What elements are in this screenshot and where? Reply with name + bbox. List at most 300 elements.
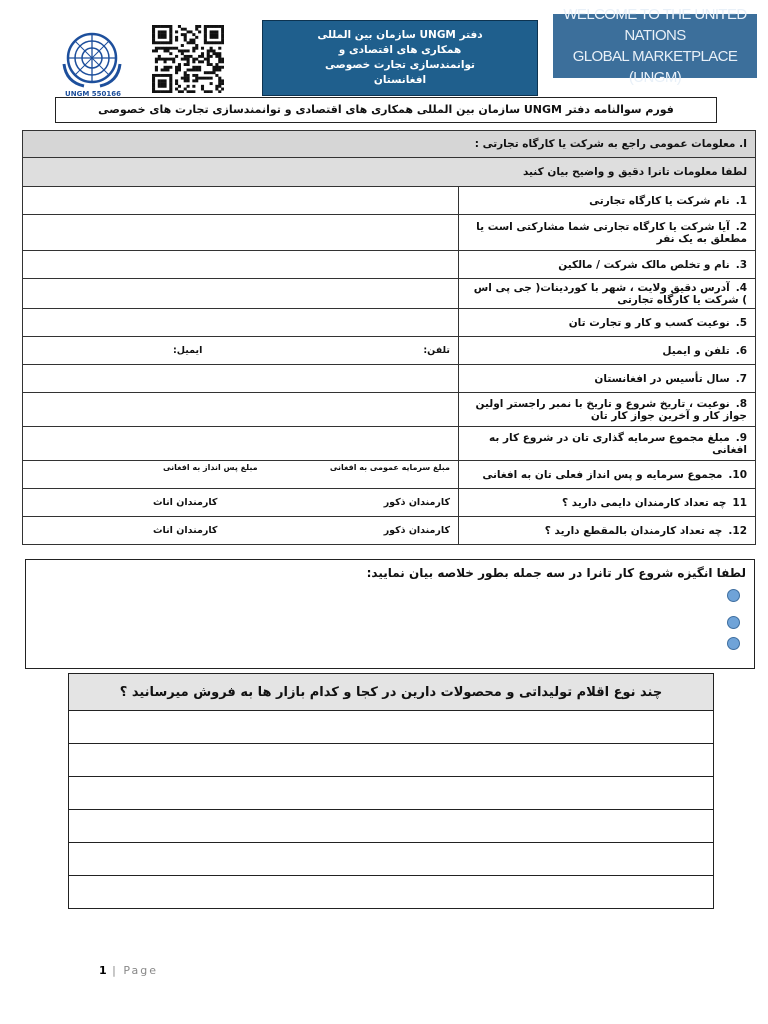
qr-module [152, 82, 155, 85]
qr-module [169, 82, 172, 85]
title-line-1: دفتر UNGM سازمان بین المللی [317, 29, 483, 41]
qr-module [192, 74, 195, 77]
question-row [23, 251, 756, 279]
female-staff-label: کارمندان اناث [153, 497, 218, 508]
qr-module [152, 36, 155, 39]
qr-module [221, 58, 224, 61]
qr-module [204, 77, 207, 80]
qr-module [164, 58, 167, 61]
qr-module [210, 33, 213, 36]
qr-module [164, 41, 167, 44]
qr-module [201, 55, 204, 58]
qr-module [207, 63, 210, 66]
question-text: نوعیت ، تاریخ شروع و تاریخ با نمبر راجستر اولین جواز کار و آخرین جواز کار تان [475, 397, 748, 422]
qr-module [175, 47, 178, 50]
qr-module [207, 60, 210, 63]
qr-module [210, 82, 213, 85]
qr-module [210, 55, 213, 58]
qr-module [192, 60, 195, 63]
products-answer-cell[interactable] [69, 810, 714, 843]
qr-module [212, 41, 215, 44]
qr-module [161, 69, 164, 72]
qr-module [175, 39, 178, 42]
answer-cell[interactable] [23, 461, 459, 489]
qr-module [210, 25, 213, 28]
question-cell [459, 393, 756, 427]
products-answer-cell[interactable] [69, 744, 714, 777]
qr-module [207, 90, 210, 93]
qr-module [195, 28, 198, 31]
answer-cell[interactable] [23, 251, 459, 279]
question-number: 11 [732, 496, 748, 509]
qr-module [152, 39, 155, 42]
qr-module [169, 88, 172, 91]
qr-module [187, 58, 190, 61]
qr-module [152, 77, 155, 80]
qr-module [152, 28, 155, 31]
qr-module [210, 90, 213, 93]
qr-code [152, 25, 224, 93]
office-title-box [262, 20, 538, 96]
qr-module [187, 30, 190, 33]
qr-module [158, 47, 161, 50]
answer-cell[interactable] [23, 427, 459, 461]
qr-module [198, 69, 201, 72]
qr-module [175, 55, 178, 58]
question-number: 12. [728, 524, 748, 537]
question-cell [459, 337, 756, 365]
qr-module [152, 79, 155, 82]
qr-module [212, 25, 215, 28]
bullet-icon [727, 637, 740, 650]
qr-module [187, 60, 190, 63]
qr-module [212, 69, 215, 72]
qr-module [178, 90, 181, 93]
welcome-line-2: GLOBAL MARKETPLACE (UNGM) [572, 48, 738, 86]
qr-module [195, 44, 198, 47]
answer-cell[interactable] [23, 393, 459, 427]
qr-module [204, 39, 207, 42]
qr-module [161, 41, 164, 44]
qr-module [161, 33, 164, 36]
qr-module [218, 60, 221, 63]
qr-module [175, 66, 178, 69]
qr-module [166, 47, 169, 50]
qr-module [204, 90, 207, 93]
answer-labels [23, 345, 458, 356]
qr-module [221, 41, 224, 44]
qr-module [164, 30, 167, 33]
qr-module [169, 36, 172, 39]
qr-module [218, 41, 221, 44]
question-number: 6. [735, 344, 748, 357]
question-number: 4. [735, 281, 748, 294]
qr-module [164, 47, 167, 50]
qr-module [207, 52, 210, 55]
qr-module [166, 66, 169, 69]
qr-module [164, 79, 167, 82]
qr-module [198, 77, 201, 80]
capital-label: مبلغ سرمایه عمومی به افغانی [329, 463, 450, 472]
qr-module [212, 66, 215, 69]
question-row [23, 393, 756, 427]
qr-module [189, 39, 192, 42]
qr-module [152, 85, 155, 88]
products-heading-row [69, 674, 714, 711]
qr-module [192, 33, 195, 36]
qr-module [155, 58, 158, 61]
qr-module [158, 36, 161, 39]
qr-module [195, 74, 198, 77]
answer-labels [23, 461, 458, 472]
qr-module [166, 58, 169, 61]
qr-module [215, 69, 218, 72]
answer-cell[interactable] [23, 365, 459, 393]
qr-module [169, 33, 172, 36]
qr-module [204, 41, 207, 44]
un-logo [54, 24, 130, 100]
qr-module [210, 49, 213, 52]
qr-module [210, 30, 213, 33]
qr-module [164, 66, 167, 69]
products-row [69, 744, 714, 777]
products-answer-cell[interactable] [69, 843, 714, 876]
qr-module [175, 82, 178, 85]
qr-module [192, 85, 195, 88]
answer-cell[interactable] [23, 279, 459, 309]
qr-module [218, 25, 221, 28]
qr-module [215, 25, 218, 28]
qr-module [158, 55, 161, 58]
qr-module [187, 55, 190, 58]
qr-module [184, 71, 187, 74]
qr-module [169, 79, 172, 82]
qr-module [215, 74, 218, 77]
qr-module [210, 47, 213, 50]
qr-module [221, 39, 224, 42]
motivation-box [25, 559, 755, 669]
qr-module [215, 30, 218, 33]
qr-module [201, 88, 204, 91]
question-text: سال تأسیس در افغانستان [594, 372, 730, 385]
qr-module [210, 63, 213, 66]
question-cell [459, 427, 756, 461]
products-row [69, 843, 714, 876]
qr-module [215, 41, 218, 44]
qr-module [192, 79, 195, 82]
qr-module [155, 66, 158, 69]
question-cell [459, 279, 756, 309]
qr-module [215, 52, 218, 55]
qr-module [221, 25, 224, 28]
products-heading: چند نوع اقلام تولیداتی و محصولات دارین در کجا و کدام بازار ها به فروش میرسانید ؟ [69, 674, 714, 711]
qr-module [195, 47, 198, 50]
qr-module [166, 74, 169, 77]
question-row [23, 461, 756, 489]
qr-module [215, 63, 218, 66]
question-text: مبلغ مجموع سرمایه گذاری تان در شروع کار به افغانی [489, 431, 748, 456]
welcome-line-1: WELCOME TO THE UNITED NATIONS [563, 6, 747, 44]
qr-module [207, 49, 210, 52]
qr-module [178, 49, 181, 52]
qr-module [218, 47, 221, 50]
qr-module [158, 79, 161, 82]
qr-module [192, 66, 195, 69]
answer-cell[interactable] [23, 489, 459, 517]
qr-module [158, 30, 161, 33]
qr-module [192, 41, 195, 44]
question-text: نام شرکت یا کارگاه تجارتی [589, 194, 730, 207]
qr-module [212, 30, 215, 33]
qr-module [169, 90, 172, 93]
qr-module [169, 28, 172, 31]
qr-module [175, 79, 178, 82]
qr-module [207, 41, 210, 44]
question-row [23, 187, 756, 215]
qr-module [155, 90, 158, 93]
qr-module [175, 36, 178, 39]
qr-module [181, 52, 184, 55]
answer-cell[interactable] [23, 309, 459, 337]
logo-caption: UNGM 550166 [65, 90, 121, 98]
question-row [23, 489, 756, 517]
qr-module [175, 71, 178, 74]
qr-module [195, 58, 198, 61]
title-line-3: توانمندسازی تجارت خصوصی [324, 59, 476, 71]
welcome-banner [553, 6, 757, 86]
qr-module [198, 30, 201, 33]
email-label: ایمیل: [173, 345, 203, 356]
qr-module [198, 60, 201, 63]
question-row [23, 517, 756, 545]
qr-module [187, 49, 190, 52]
qr-module [187, 77, 190, 80]
qr-module [204, 58, 207, 61]
qr-module [218, 66, 221, 69]
qr-module [169, 66, 172, 69]
qr-module [169, 77, 172, 80]
products-answer-cell[interactable] [69, 876, 714, 909]
qr-module [166, 25, 169, 28]
general-info-table [22, 130, 755, 545]
qr-module [187, 41, 190, 44]
qr-module [210, 77, 213, 80]
question-text: آیا شرکت یا کارگاه تجارتی شما مشارکتی است یا مطعلق به یک نفر [476, 220, 748, 245]
qr-module [204, 33, 207, 36]
question-cell [459, 187, 756, 215]
savings-label: مبلغ پس انداز به افغانی [163, 463, 258, 472]
qr-module [201, 47, 204, 50]
qr-module [189, 90, 192, 93]
qr-module [221, 36, 224, 39]
qr-module [184, 33, 187, 36]
qr-module [164, 49, 167, 52]
question-row [23, 215, 756, 251]
qr-module [195, 69, 198, 72]
qr-module [212, 52, 215, 55]
question-row [23, 365, 756, 393]
qr-module [184, 49, 187, 52]
qr-module [169, 74, 172, 77]
form-subtitle: فورم سوالنامه دفتر UNGM سازمان بین المللی همکاری های اقتصادی و توانمندسازی تجارت های خصوصی [55, 97, 717, 123]
answer-cell[interactable] [23, 187, 459, 215]
question-number: 8. [735, 397, 748, 410]
qr-module [184, 74, 187, 77]
qr-module [164, 25, 167, 28]
question-cell [459, 309, 756, 337]
qr-module [178, 69, 181, 72]
qr-module [166, 69, 169, 72]
qr-module [210, 41, 213, 44]
question-number: 2. [735, 220, 748, 233]
question-number: 3. [735, 258, 748, 271]
qr-module [161, 79, 164, 82]
qr-module [181, 44, 184, 47]
products-answer-cell[interactable] [69, 777, 714, 810]
title-line-4: افغانستان [373, 74, 427, 86]
qr-module [207, 71, 210, 74]
qr-module [155, 74, 158, 77]
qr-module [215, 85, 218, 88]
qr-module [158, 33, 161, 36]
qr-module [152, 30, 155, 33]
qr-module [169, 52, 172, 55]
qr-module [192, 90, 195, 93]
qr-module [184, 55, 187, 58]
question-number: 7. [735, 372, 748, 385]
qr-module [187, 74, 190, 77]
qr-module [184, 88, 187, 91]
qr-module [184, 39, 187, 42]
qr-module [187, 69, 190, 72]
qr-module [221, 79, 224, 82]
answer-labels [23, 497, 458, 508]
qr-module [195, 25, 198, 28]
qr-module [192, 49, 195, 52]
qr-module [218, 52, 221, 55]
qr-module [187, 85, 190, 88]
qr-module [152, 41, 155, 44]
question-text: مجموع سرمایه و پس انداز فعلی تان به افغانی [482, 468, 723, 481]
answer-cell[interactable] [23, 337, 459, 365]
question-text: تلفن و ایمیل [662, 344, 730, 357]
question-number: 10. [728, 468, 748, 481]
qr-module [158, 58, 161, 61]
qr-module [198, 66, 201, 69]
answer-cell[interactable] [23, 215, 459, 251]
qr-module [178, 85, 181, 88]
qr-module [169, 39, 172, 42]
qr-module [184, 28, 187, 31]
qr-module [166, 41, 169, 44]
qr-module [207, 25, 210, 28]
qr-module [164, 82, 167, 85]
qr-module [215, 55, 218, 58]
qr-module [152, 90, 155, 93]
qr-module [187, 63, 190, 66]
qr-module [161, 47, 164, 50]
products-row [69, 810, 714, 843]
qr-module [164, 69, 167, 72]
qr-module [178, 66, 181, 69]
title-line-2: همکاری های اقتصادی و [338, 44, 462, 56]
bullet-icon [727, 616, 740, 629]
qr-module [221, 30, 224, 33]
qr-module [175, 88, 178, 91]
qr-module [215, 33, 218, 36]
question-number: 5. [735, 316, 748, 329]
qr-module [195, 66, 198, 69]
qr-module [158, 74, 161, 77]
qr-module [184, 63, 187, 66]
question-row [23, 427, 756, 461]
qr-module [218, 77, 221, 80]
question-row [23, 337, 756, 365]
qr-module [169, 30, 172, 33]
qr-module [198, 25, 201, 28]
qr-module [184, 79, 187, 82]
qr-module [204, 30, 207, 33]
qr-module [161, 74, 164, 77]
qr-module [178, 63, 181, 66]
qr-module [210, 36, 213, 39]
qr-module [218, 85, 221, 88]
answer-cell[interactable] [23, 517, 459, 545]
qr-module [195, 77, 198, 80]
section-heading-row [23, 131, 756, 158]
qr-module [201, 85, 204, 88]
qr-module [172, 58, 175, 61]
qr-module [155, 60, 158, 63]
products-row [69, 777, 714, 810]
qr-module [221, 82, 224, 85]
qr-module [221, 60, 224, 63]
qr-module [215, 88, 218, 91]
qr-module [218, 58, 221, 61]
qr-module [181, 90, 184, 93]
section-note-row [23, 158, 756, 187]
phone-label: تلفن: [423, 345, 450, 356]
qr-module [210, 71, 213, 74]
qr-module [169, 25, 172, 28]
qr-module [161, 25, 164, 28]
page-footer [99, 964, 158, 977]
answer-labels [23, 525, 458, 536]
qr-module [218, 69, 221, 72]
qr-module [158, 25, 161, 28]
qr-module [166, 90, 169, 93]
qr-module [195, 79, 198, 82]
section-note: لطفا معلومات تانرا دقیق و واضیح بیان کنید [23, 158, 756, 187]
products-row [69, 876, 714, 909]
qr-module [221, 33, 224, 36]
qr-module [158, 85, 161, 88]
qr-module [169, 85, 172, 88]
qr-module [158, 41, 161, 44]
female-staff-label: کارمندان اناث [153, 525, 218, 536]
qr-module [218, 55, 221, 58]
section-heading: I. معلومات عمومی راجع به شرکت یا کارگاه تجارتی : [23, 131, 756, 158]
question-row [23, 279, 756, 309]
question-cell [459, 517, 756, 545]
products-row [69, 711, 714, 744]
qr-module [204, 28, 207, 31]
qr-module [164, 90, 167, 93]
products-answer-cell[interactable] [69, 711, 714, 744]
qr-module [201, 60, 204, 63]
qr-module [166, 49, 169, 52]
motivation-label: لطفا انگیزه شروع کار تانرا در سه جمله بطور خلاصه بیان نمایید: [366, 566, 746, 580]
